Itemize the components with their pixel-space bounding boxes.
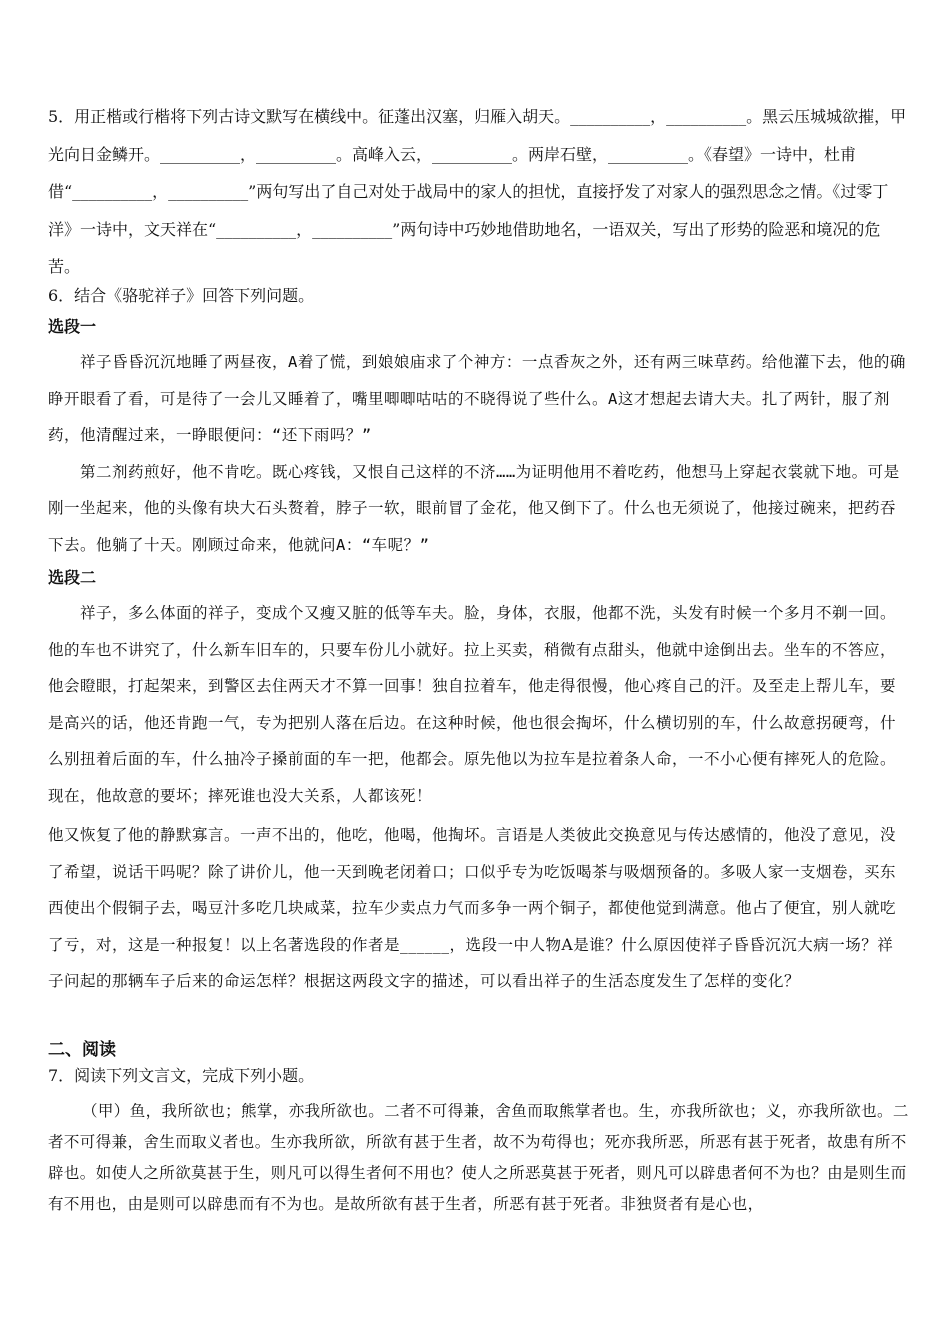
excerpt-1-paragraph-1: 祥子昏昏沉沉地睡了两昼夜，A着了慌，到娘娘庙求了个神方：一点香灰之外，还有两三味草药。给他灌下去，他的确睁开眼看了看，可是待了一会儿又睡着了，嘴里唧唧咕咕的不晓得说了些什么。A这才想起去请大夫。扎了两针，服了剂药，他清醒过来，一睁眼便问：“还下雨吗？”: [48, 353, 906, 444]
question-7-title: 7．阅读下列文言文，完成下列小题。: [48, 1066, 315, 1085]
excerpt-2-label: 选段二: [48, 568, 97, 587]
question-7: [48, 1063, 908, 1089]
section-2-heading: [48, 1035, 908, 1065]
question-6: [48, 282, 908, 1000]
excerpt-2-paragraph-1: 祥子，多么体面的祥子，变成个又瘦又脏的低等车夫。脸，身体，衣服，他都不洗，头发有时候一个多月不剃一回。他的车也不讲究了，什么新车旧车的，只要车份儿小就好。拉上买卖，稍微有点甜头，他就中途倒出去。坐车的不答应，他会瞪眼，打起架来，到警区去住两天才不算一回事！独自拉着车，他走得很慢，他心疼自己的汗。及至走上帮儿车，要是高兴的话，他还肯跑一气，专为把别人落在后边。在这种时候，他也很会掏坏，什么横切别的车，什么故意拐硬弯，什么别扭着后面的车，什么抽冷子搡前面的车一把，他都会。原先他以为拉车是拉着条人命，一不小心便有摔死人的危险。现在，他故意的要坏；摔死谁也没大关系，人都该死！: [48, 604, 897, 805]
section-2-title: 二、阅读: [48, 1040, 116, 1060]
classical-passage: [48, 1096, 920, 1220]
excerpt-1-paragraph-2: 第二剂药煎好，他不肯吃。既心疼钱，又恨自己这样的不济……为证明他用不着吃药，他想马上穿起衣裳就下地。可是刚一坐起来，他的头像有块大石头赘着，脖子一软，眼前冒了金花，他又倒下了。什么也无须说了，他接过碗来，把药吞下去。他躺了十天。刚顾过命来，他就问A：“车呢？”: [48, 462, 900, 554]
classical-passage-text: （甲）鱼，我所欲也；熊掌，亦我所欲也。二者不可得兼，舍鱼而取熊掌者也。生，亦我所欲也；义，亦我所欲也。二者不可得兼，舍生而取义者也。生亦我所欲，所欲有甚于生者，故不为苟得也；死亦我所恶，所恶有甚于死者，故患有所不辟也。如使人之所欲莫甚于生，则凡可以得生者何不用也？使人之所恶莫甚于死者，则凡可以辟患者何不为也？由是则生而有不用也，由是则可以辟患而有不为也。是故所欲有甚于生者，所恶有甚于死者。非独贤者有是心也，: [48, 1102, 909, 1213]
excerpt-1-label: 选段一: [48, 317, 97, 336]
question-5: [48, 98, 908, 286]
question-6-title: 6．结合《骆驼祥子》回答下列问题。: [48, 286, 315, 305]
excerpt-2-paragraph-2: 他又恢复了他的静默寡言。一声不出的，他吃，他喝，他掏坏。言语是人类彼此交换意见与传达感情的，他没了意见，没了希望，说话干吗呢？除了讲价儿，他一天到晚老闭着口；口似乎专为吃饭喝茶与吸烟预备的。多吸人家一支烟卷，买东西使出个假铜子去，喝豆汁多吃几块咸菜，拉车少卖点力气而多争一两个铜子，都使他觉到满意。他占了便宜，别人就吃了亏，对，这是一种报复！以上名著选段的作者是______，选段一中人物A是谁？什么原因使祥子昏昏沉沉大病一场？祥子问起的那辆车子后来的命运怎样？根据这两段文字的描述，可以看出祥子的生活态度发生了怎样的变化？: [48, 826, 897, 990]
question-5-text: 5．用正楷或行楷将下列古诗文默写在横线中。征蓬出汉塞，归雁入胡天。__________，__________。黑云压城城欲摧，甲光向日金鳞开。__________，__________。高峰入云，__________。两岸石壁，__________。《春望》一诗中，杜甫借“__________，__________”两句写出了自己对处于战局中的家人的担忧，直接抒发了对家人的强烈思念之情。《过零丁洋》一诗中，文天祥在“__________，__________”两句诗中巧妙地借助地名，一语双关，写出了形势的险恶和境况的危苦。: [48, 107, 907, 276]
